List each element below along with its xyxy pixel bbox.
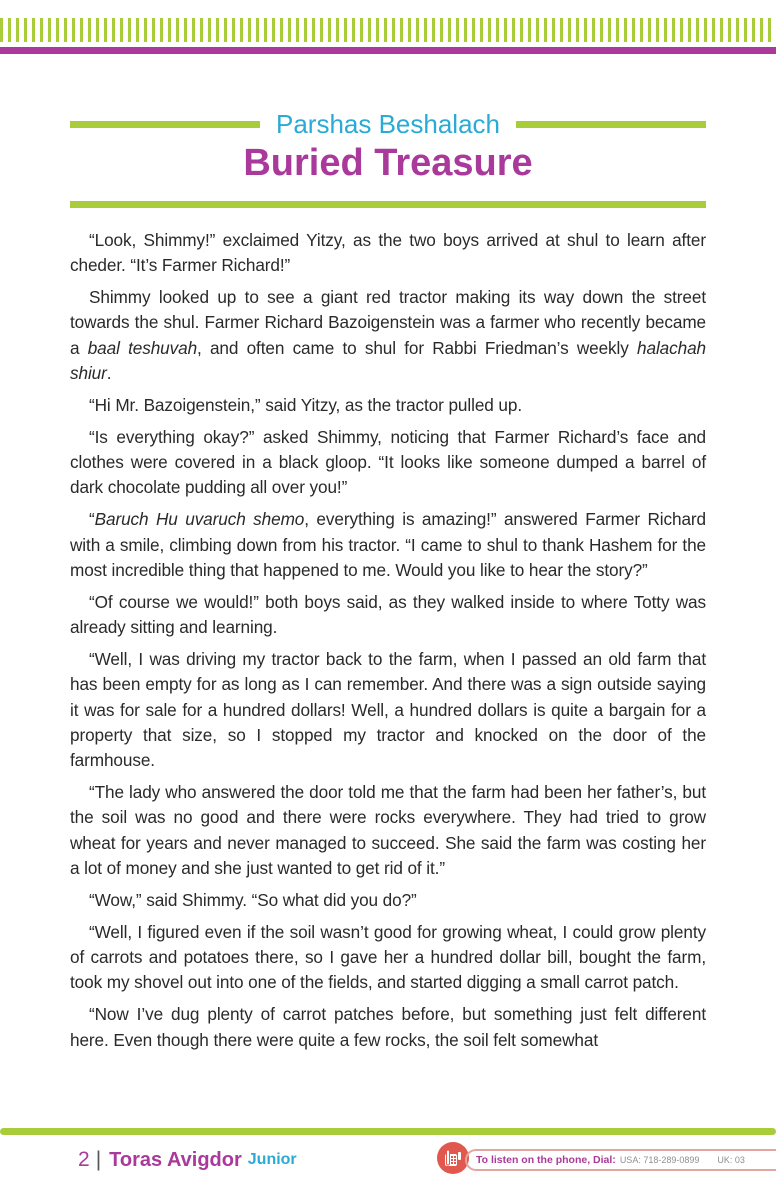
text-run: “Of course we would!” both boys said, as they walked inside to where Totty was already sitting and learning.: [70, 591, 706, 638]
subtitle-rule-right: [516, 121, 706, 128]
story-paragraph: [70, 425, 706, 501]
text-run: “Is everything okay?” asked Shimmy, noticing that Farmer Richard’s face and clothes were covered in a black gloop. “It looks like someone dumped a barrel of dark chocolate pudding all over you!”: [70, 426, 706, 498]
brand-subname: Junior: [247, 1151, 297, 1168]
text-run: “Well, I was driving my tractor back to the farm, when I passed an old farm that has been empty for as long as I can remember. And there was a sign outside saying it was for sale for a hundred dollars! Well, a hundred dollars is quite a bargain for a property that size, so I stopped my tractor and knocked on the door of the farmhouse.: [70, 649, 706, 771]
top-accent-bar: [0, 47, 776, 54]
brand-name: Toras Avigdor: [109, 1148, 242, 1171]
phone-dial-strip: [465, 1149, 776, 1171]
parsha-subtitle: Parshas Beshalach: [275, 108, 501, 139]
text-run: Shimmy looked up to see a giant red tractor making its way down the street towards the shul. Farmer Richard Bazoigenstein was a farmer who recently became a: [70, 287, 706, 358]
subtitle-rule-left: [70, 121, 260, 128]
text-run: “: [89, 509, 95, 530]
phone-uk-number: UK: 03: [717, 1155, 745, 1165]
story-paragraph: [70, 393, 706, 418]
phone-dial-label: To listen on the phone, Dial:: [476, 1154, 616, 1166]
text-run: , and often came to shul for Rabbi Friedman’s weekly: [197, 337, 638, 358]
story-paragraph: [70, 920, 706, 996]
text-run: “Well, I figured even if the soil wasn’t good for growing wheat, I could grow plenty of carrots and potatoes there, so I gave her a hundred dollar bill, bought the farm, took my shovel out into one of the fields, and started digging a small carrot patch.: [70, 921, 706, 993]
story-paragraph: [70, 590, 706, 641]
story-paragraph: [70, 780, 706, 881]
text-run: , everything is amazing!” answered Farmer Richard with a smile, climbing down from his tractor. “I came to shul to thank Hashem for the most incredible thing that happened to me. Would you like to hear the story?”: [70, 509, 706, 580]
footer-separator: |: [95, 1148, 102, 1171]
story-title: Buried Treasure: [243, 142, 533, 184]
story-paragraph: [70, 1002, 706, 1053]
title-underline-rule: [70, 201, 706, 208]
story-paragraph: [70, 647, 706, 773]
story-paragraph: [70, 285, 706, 386]
text-run: “Now I’ve dug plenty of carrot patches before, but something just felt different here. Even though there were quite a few rocks, the soil felt somewhat: [70, 1004, 706, 1050]
top-decorative-ticks: [0, 18, 776, 42]
text-run: “Look, Shimmy!” exclaimed Yitzy, as the two boys arrived at shul to learn after cheder. “It’s Farmer Richard!”: [70, 230, 706, 276]
footer-rule: [0, 1128, 776, 1135]
text-run: “Wow,” said Shimmy. “So what did you do?”: [89, 889, 417, 910]
text-run: “Hi Mr. Bazoigenstein,” said Yitzy, as the tractor pulled up.: [89, 394, 523, 415]
story-body: [70, 228, 706, 1059]
italic-term: halachah shiur: [70, 337, 706, 384]
text-run: “The lady who answered the door told me that the farm had been her father’s, but the soil was no good and there were rocks everywhere. They had tried to grow wheat for years and never managed to succeed. She said the farm was costing her a lot of money and she just wanted to get rid of it.”: [70, 782, 706, 878]
text-run: .: [106, 363, 112, 384]
story-paragraph: [70, 507, 706, 583]
phone-usa-number: USA: 718-289-0899: [619, 1155, 700, 1165]
story-paragraph: [70, 228, 706, 279]
story-paragraph: [70, 888, 706, 913]
italic-term: Baruch Hu uvaruch shemo: [94, 509, 305, 530]
page-number: 2: [78, 1148, 90, 1171]
subtitle-row: [70, 104, 706, 144]
italic-term: baal teshuvah: [87, 337, 198, 358]
footer-branding: [78, 1146, 297, 1174]
